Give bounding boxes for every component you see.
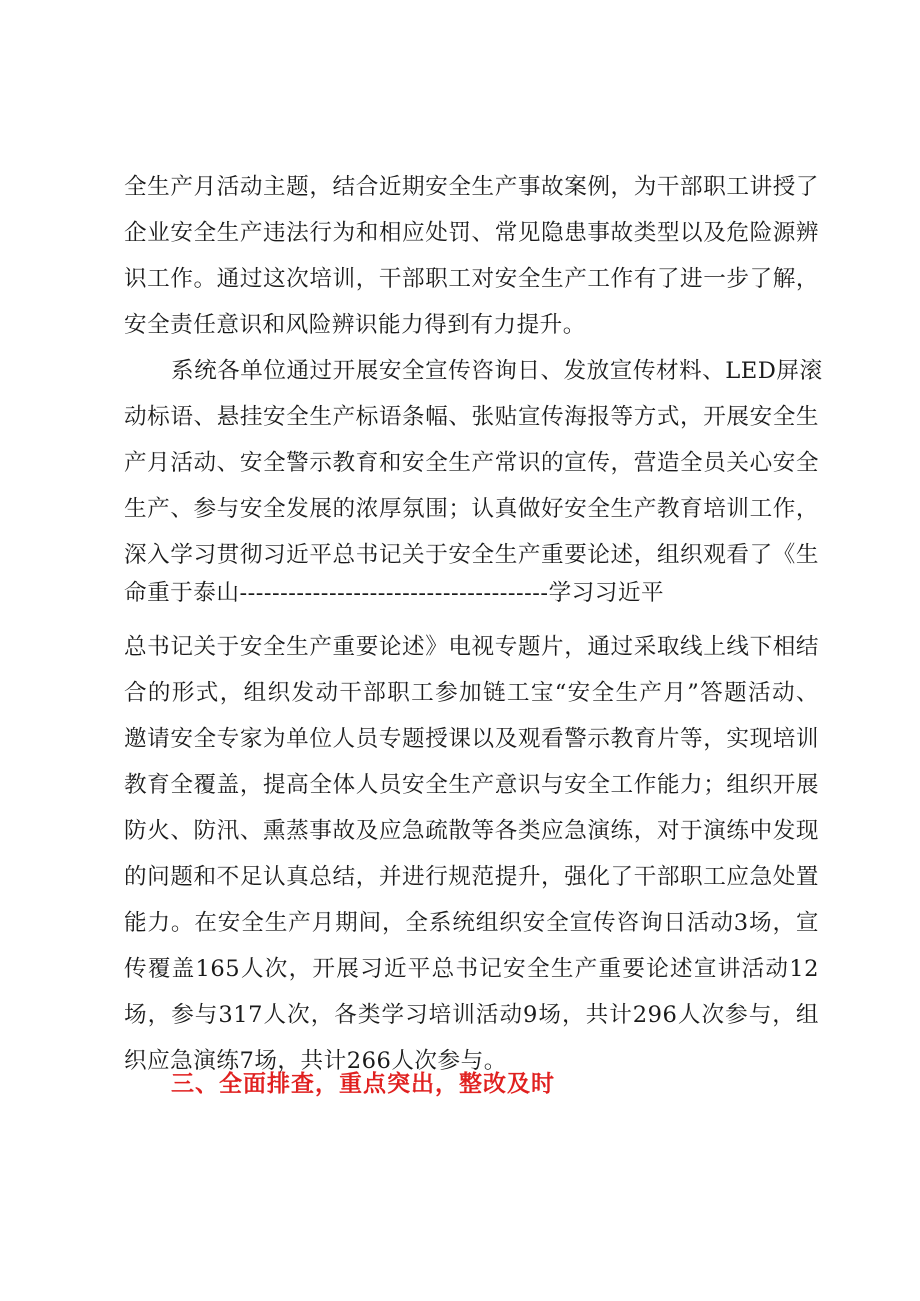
paragraph-2-line-12: 的问题和不足认真总结，并进行规范提升，强化了干部职工应急处置 <box>124 864 819 890</box>
paragraph-2-line-1: 系统各单位通过开展安全宣传咨询日、发放宣传材料、LED屏滚 <box>171 358 823 384</box>
paragraph-2-line-13: 能力。在安全生产月期间，全系统组织安全宣传咨询日活动3场，宣 <box>124 910 819 936</box>
paragraph-2-line-14: 传覆盖165人次，开展习近平总书记安全生产重要论述宣讲活动12 <box>124 956 819 982</box>
paragraph-2-line-9: 邀请安全专家为单位人员专题授课以及观看警示教育片等，实现培训 <box>124 726 819 752</box>
paragraph-2-line-7: 总书记关于安全生产重要论述》电视专题片，通过采取线上线下相结 <box>124 634 819 660</box>
paragraph-2-line-5: 深入学习贯彻习近平总书记关于安全生产重要论述，组织观看了《生 <box>124 542 819 568</box>
paragraph-2-line-11: 防火、防汛、熏蒸事故及应急疏散等各类应急演练，对于演练中发现 <box>124 818 819 844</box>
paragraph-1-line-3: 识工作。通过这次培训，干部职工对安全生产工作有了进一步了解， <box>124 266 819 292</box>
paragraph-2-line-15: 场，参与317人次，各类学习培训活动9场，共计296人次参与，组 <box>124 1002 819 1028</box>
paragraph-2-line-10: 教育全覆盖，提高全体人员安全生产意识与安全工作能力；组织开展 <box>124 772 819 798</box>
paragraph-2-line-2: 动标语、悬挂安全生产标语条幅、张贴宣传海报等方式，开展安全生 <box>124 404 819 430</box>
paragraph-2-line-6: 命重于泰山--------------------------------------学习习近平 <box>124 580 665 606</box>
paragraph-2-line-3: 产月活动、安全警示教育和安全生产常识的宣传，营造全员关心安全 <box>124 450 819 476</box>
paragraph-1-line-2: 企业安全生产违法行为和相应处罚、常见隐患事故类型以及危险源辨 <box>124 220 819 246</box>
section-heading: 三、全面排查，重点突出，整改及时 <box>171 1071 555 1097</box>
paragraph-2-line-4: 生产、参与安全发展的浓厚氛围；认真做好安全生产教育培训工作， <box>124 496 819 522</box>
paragraph-1-line-1: 全生产月活动主题，结合近期安全生产事故案例，为干部职工讲授了 <box>124 174 819 200</box>
paragraph-2-line-16: 织应急演练7场，共计266人次参与。 <box>124 1048 507 1074</box>
paragraph-1-line-4: 安全责任意识和风险辨识能力得到有力提升。 <box>124 312 586 338</box>
paragraph-2-line-8: 合的形式，组织发动干部职工参加链工宝“安全生产月”答题活动、 <box>124 680 819 706</box>
